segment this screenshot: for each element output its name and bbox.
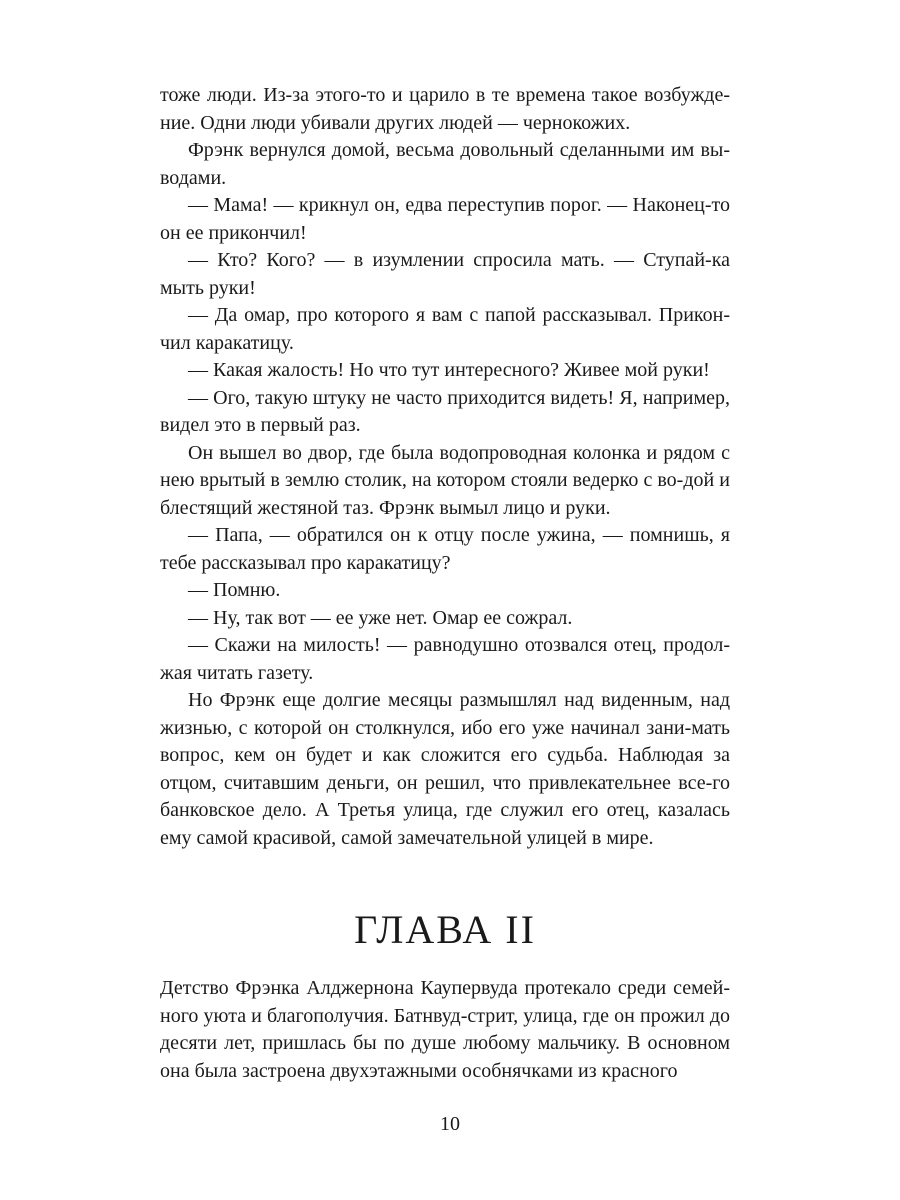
paragraph: — Скажи на милость! — равнодушно отозвался отец, продол-жая читать газету. [160, 634, 730, 684]
paragraph: — Да омар, про которого я вам с папой рассказывал. Прикон-чил каракатицу. [160, 304, 730, 354]
paragraph: — Какая жалость! Но что тут интересного? Живее мой руки! [188, 359, 710, 381]
paragraph: Детство Фрэнка Алджернона Каупервуда протекало среди семей-ного уюта и благополучия. Батнвуд-стрит, улица, где он прожил до десяти лет, пришлась бы по душе любому мальчику. В основном она была застроена двухэтажными особнячками из красного [160, 977, 730, 1082]
paragraph: Он вышел во двор, где была водопроводная колонка и рядом с нею врытый в землю столик, на котором стояли ведерко с во-дой и блестящий жестяной таз. Фрэнк вымыл лицо и руки. [160, 441, 730, 519]
chapter-text [160, 975, 730, 1085]
paragraph: тоже люди. Из-за этого-то и царило в те времена такое возбужде-ние. Одни люди убивали других людей — чернокожих. [160, 84, 730, 134]
page-text [160, 82, 730, 852]
paragraph: Но Фрэнк еще долгие месяцы размышлял над виденным, над жизнью, с которой он столкнулся, ибо его уже начинал зани-мать вопрос, кем он будет и как сложится его судьба. Наблюдая за отцом, считавшим деньги, он решил, что привлекательнее все-го банковское дело. А Третья улица, где служил его отец, казалась ему самой красивой, самой замечательной улицей в мире. [160, 689, 730, 849]
paragraph: — Мама! — крикнул он, едва переступив порог. — Наконец-то он ее прикончил! [160, 194, 730, 244]
paragraph: Фрэнк вернулся домой, весьма довольный сделанными им вы-водами. [160, 139, 730, 189]
page-number: 10 [440, 1113, 460, 1135]
paragraph: — Папа, — обратился он к отцу после ужина, — помнишь, я тебе рассказывал про каракатицу? [160, 524, 730, 574]
paragraph: — Ну, так вот — ее уже нет. Омар ее сожрал. [188, 606, 573, 629]
paragraph: — Помню. [188, 579, 281, 601]
paragraph: — Кто? Кого? — в изумлении спросила мать. — Ступай-ка мыть руки! [160, 249, 730, 299]
paragraph: — Ого, такую штуку не часто приходится видеть! Я, например, видел это в первый раз. [160, 386, 730, 436]
chapter-heading: ГЛАВА II [354, 907, 536, 952]
